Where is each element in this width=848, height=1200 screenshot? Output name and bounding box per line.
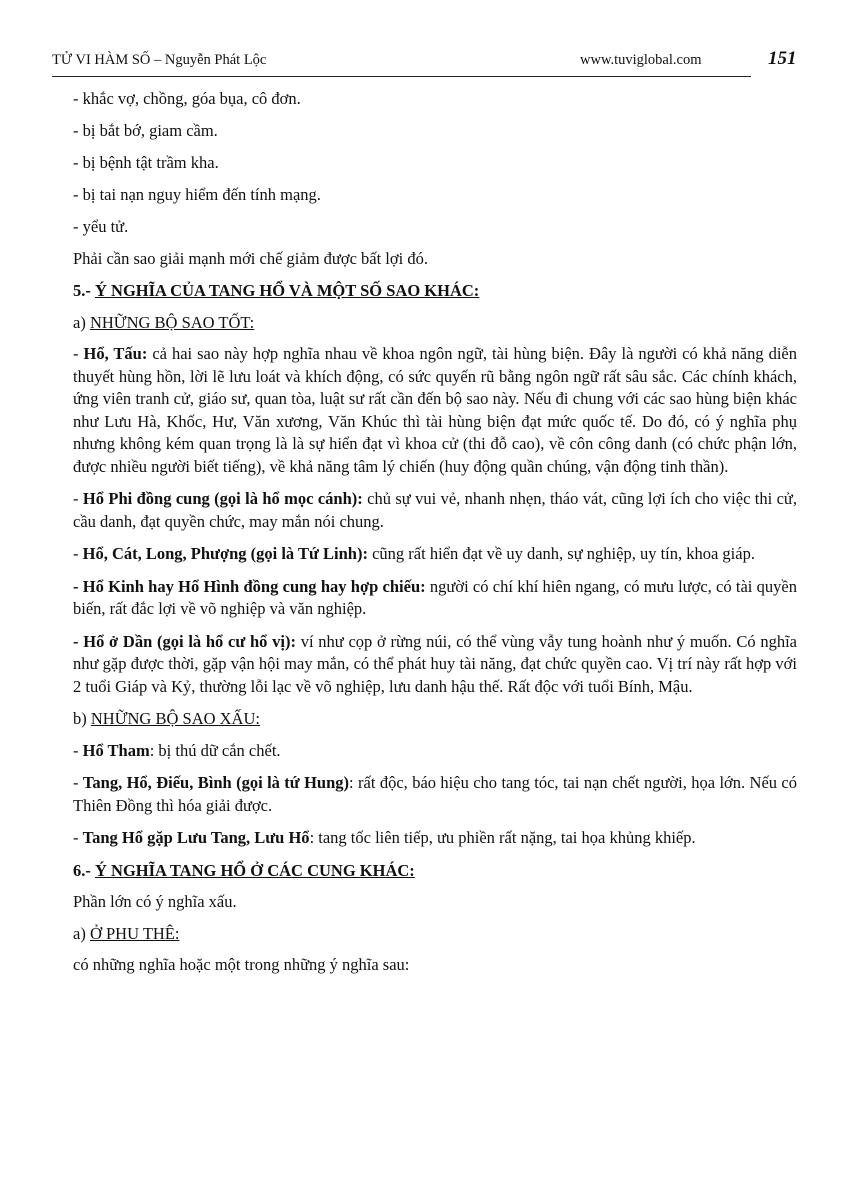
section-6-heading: 6.- Ý NGHĨA TANG HỔ Ở CÁC CUNG KHÁC:: [73, 860, 415, 880]
page-number: 151: [768, 48, 797, 69]
bullet-item: - bị tai nạn nguy hiểm đến tính mạng.: [73, 185, 321, 204]
section-6-text: có những nghĩa hoặc một trong những ý nghĩa sau:: [73, 955, 410, 974]
header-website: www.tuviglobal.com: [580, 52, 702, 68]
bullet-item: - yểu tử.: [73, 217, 129, 236]
conclusion-line: Phải cần sao giải mạnh mới chế giảm được bất lợi đó.: [73, 249, 428, 268]
header-rule: [52, 76, 751, 77]
good-star-item: - Hổ, Cát, Long, Phượng (gọi là Tứ Linh): cũng rất hiển đạt về uy danh, sự nghiệp, uy tín, khoa giáp.: [73, 544, 755, 563]
header-book-title: TỬ VI HÀM SỐ – Nguyễn Phát Lộc: [52, 52, 267, 68]
page-header: [52, 48, 797, 78]
bullet-item: - bị bệnh tật trầm kha.: [73, 153, 219, 172]
bad-star-item: - Hổ Tham: bị thú dữ cắn chết.: [73, 740, 281, 760]
good-star-item: - Hổ Kinh hay Hổ Hình đồng cung hay hợp chiếu: người có chí khí hiên ngang, có mưu lược, có tài quyền biến, rất đắc lợi về võ nghiệp và văn nghiệp.: [73, 576, 797, 618]
bullet-item: - khắc vợ, chồng, góa bụa, cô đơn.: [73, 89, 301, 108]
section-6-title: Ý NGHĨA TANG HỔ Ở CÁC CUNG KHÁC:: [95, 860, 415, 880]
subsection-bad-heading: b) NHỮNG BỘ SAO XẤU:: [73, 709, 260, 728]
bullet-item: - bị bắt bớ, giam cầm.: [73, 121, 218, 140]
good-star-item: - Hổ ở Dần (gọi là hổ cư hổ vị): ví như cọp ở rừng núi, có thể vùng vẫy tung hoành như ý muốn. Có nghĩa như gặp được thời, gặp vận hội may mắn, có thể phát huy tài năng, đạt chức quyền cao. Vị trí này rất hợp với 2 tuổi Giáp và Kỷ, thường lỗi lạc về võ nghiệp, lưu danh hậu thế. Rất độc với tuổi Bính, Mậu.: [73, 631, 797, 696]
good-star-item: - Hổ, Tấu: cả hai sao này hợp nghĩa nhau về khoa ngôn ngữ, tài hùng biện. Đây là người có khả năng diễn thuyết hùng hồn, lời lẽ lưu loát và khích động, có sức quyến rũ bằng ngôn ngữ rất sâu sắc. Các chính khách, ứng viên tranh cử, giáo sư, quan tòa, luật sư rất cần đến bộ sao này. Nếu đi chung với các sao hùng biện khác như Lưu Hà, Khốc, Hư, Văn xương, Văn Khúc thì tài hùng biện đạt mức quốc tế. Do đó, có ý nghĩa phụ nhưng không kém quan trọng là là sự hiển đạt vì khoa cử (thi đỗ cao), về côn công danh (có chức phận lớn, được nhiều người biết tiếng), về khả năng tâm lý chiến (huy động quần chúng, vận động tinh thần).: [73, 344, 798, 476]
section-6-intro: Phần lớn có ý nghĩa xấu.: [73, 892, 237, 911]
section-5-title: Ý NGHĨA CỦA TANG HỔ VÀ MỘT SỐ SAO KHÁC:: [95, 281, 480, 300]
bad-star-item: - Tang, Hổ, Điếu, Bình (gọi là tứ Hung): rất độc, báo hiệu cho tang tóc, tai nạn chết người, họa lớn. Nếu có Thiên Đồng thì hóa giải được.: [73, 773, 798, 815]
good-star-item: - Hổ Phi đồng cung (gọi là hổ mọc cánh): chủ sự vui vẻ, nhanh nhẹn, tháo vát, cũng lợi ích cho việc thi cử, cầu danh, đạt quyền chức, may mắn nói chung.: [73, 489, 797, 531]
bad-star-item: - Tang Hổ gặp Lưu Tang, Lưu Hổ: tang tốc liên tiếp, ưu phiền rất nặng, tai họa khủng khiếp.: [73, 828, 696, 847]
subsection-good-heading: a) NHỮNG BỘ SAO TỐT:: [73, 312, 255, 332]
section-5-heading: 5.- Ý NGHĨA CỦA TANG HỔ VÀ MỘT SỐ SAO KHÁC:: [73, 281, 480, 300]
subsection-phu-the-heading: a) Ở PHU THÊ:: [73, 923, 180, 943]
page-body: [73, 88, 797, 986]
